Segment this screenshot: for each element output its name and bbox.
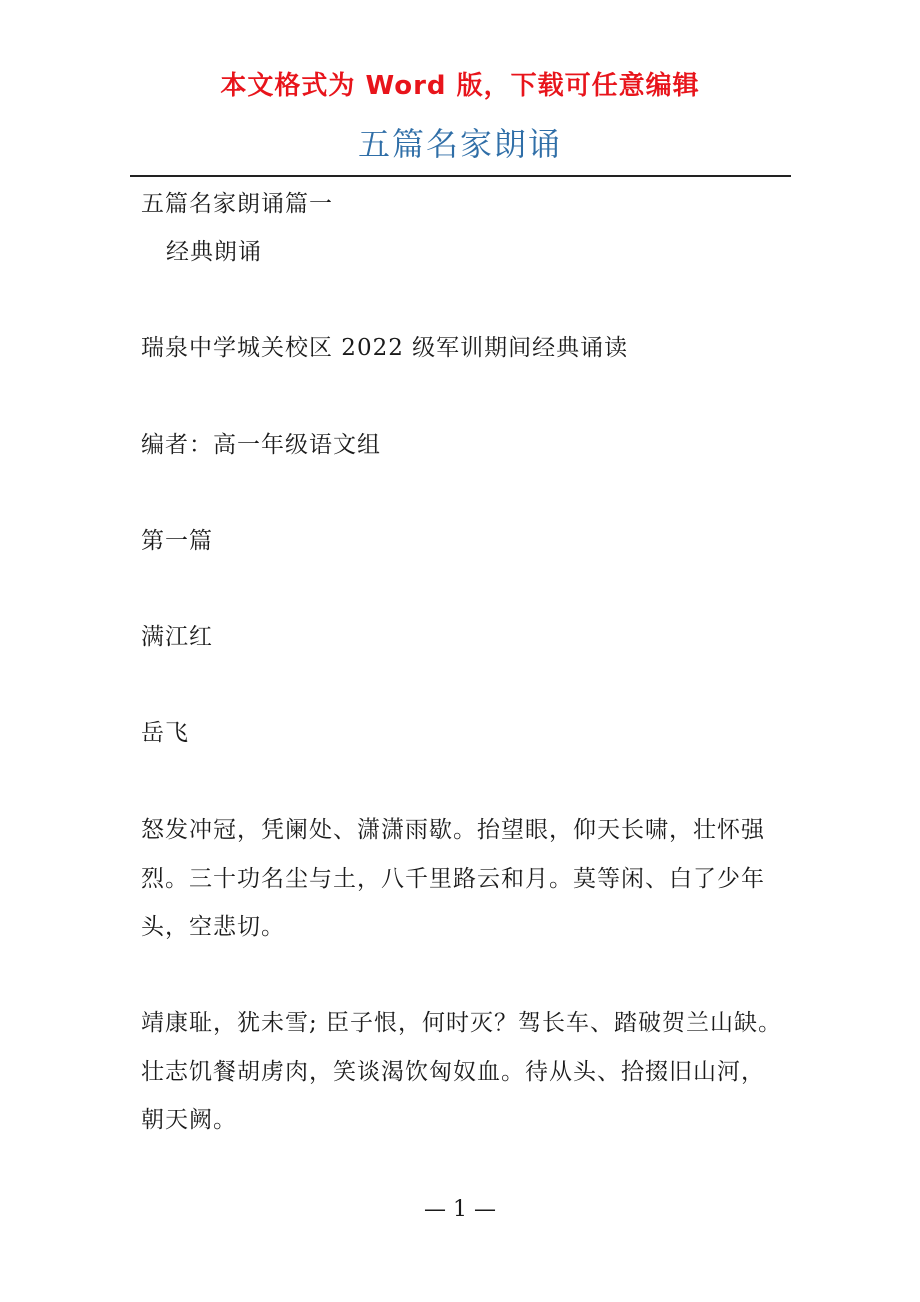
editor-line: 编者：高一年级语文组 <box>141 432 381 458</box>
part-label: 第一篇 <box>141 528 213 554</box>
poem-title: 满江红 <box>141 624 213 650</box>
stanza-line: 朝天阙。 <box>141 1107 237 1133</box>
stanza-line: 烈。三十功名尘与土，八千里路云和月。莫等闲、白了少年 <box>141 866 765 892</box>
section-heading: 五篇名家朗诵篇一 <box>141 191 333 217</box>
poem-author: 岳飞 <box>141 720 189 746</box>
format-notice: 本文格式为 Word 版，下载可任意编辑 <box>220 71 700 101</box>
stanza-line: 怒发冲冠，凭阑处、潇潇雨歇。抬望眼，仰天长啸，壮怀强 <box>141 817 765 843</box>
stanza-line: 靖康耻，犹未雪; 臣子恨，何时灭？驾长车、踏破贺兰山缺。 <box>141 1010 783 1036</box>
document-title: 五篇名家朗诵 <box>357 125 562 163</box>
section-subheading: 经典朗诵 <box>166 239 262 265</box>
stanza-line: 壮志饥餐胡虏肉，笑谈渴饮匈奴血。待从头、拾掇旧山河， <box>141 1059 765 1085</box>
page-number: — 1 — <box>424 1197 496 1222</box>
school-line: 瑞泉中学城关校区 2022 级军训期间经典诵读 <box>141 335 629 361</box>
stanza-line: 头，空悲切。 <box>141 914 285 940</box>
header-divider <box>130 175 791 177</box>
